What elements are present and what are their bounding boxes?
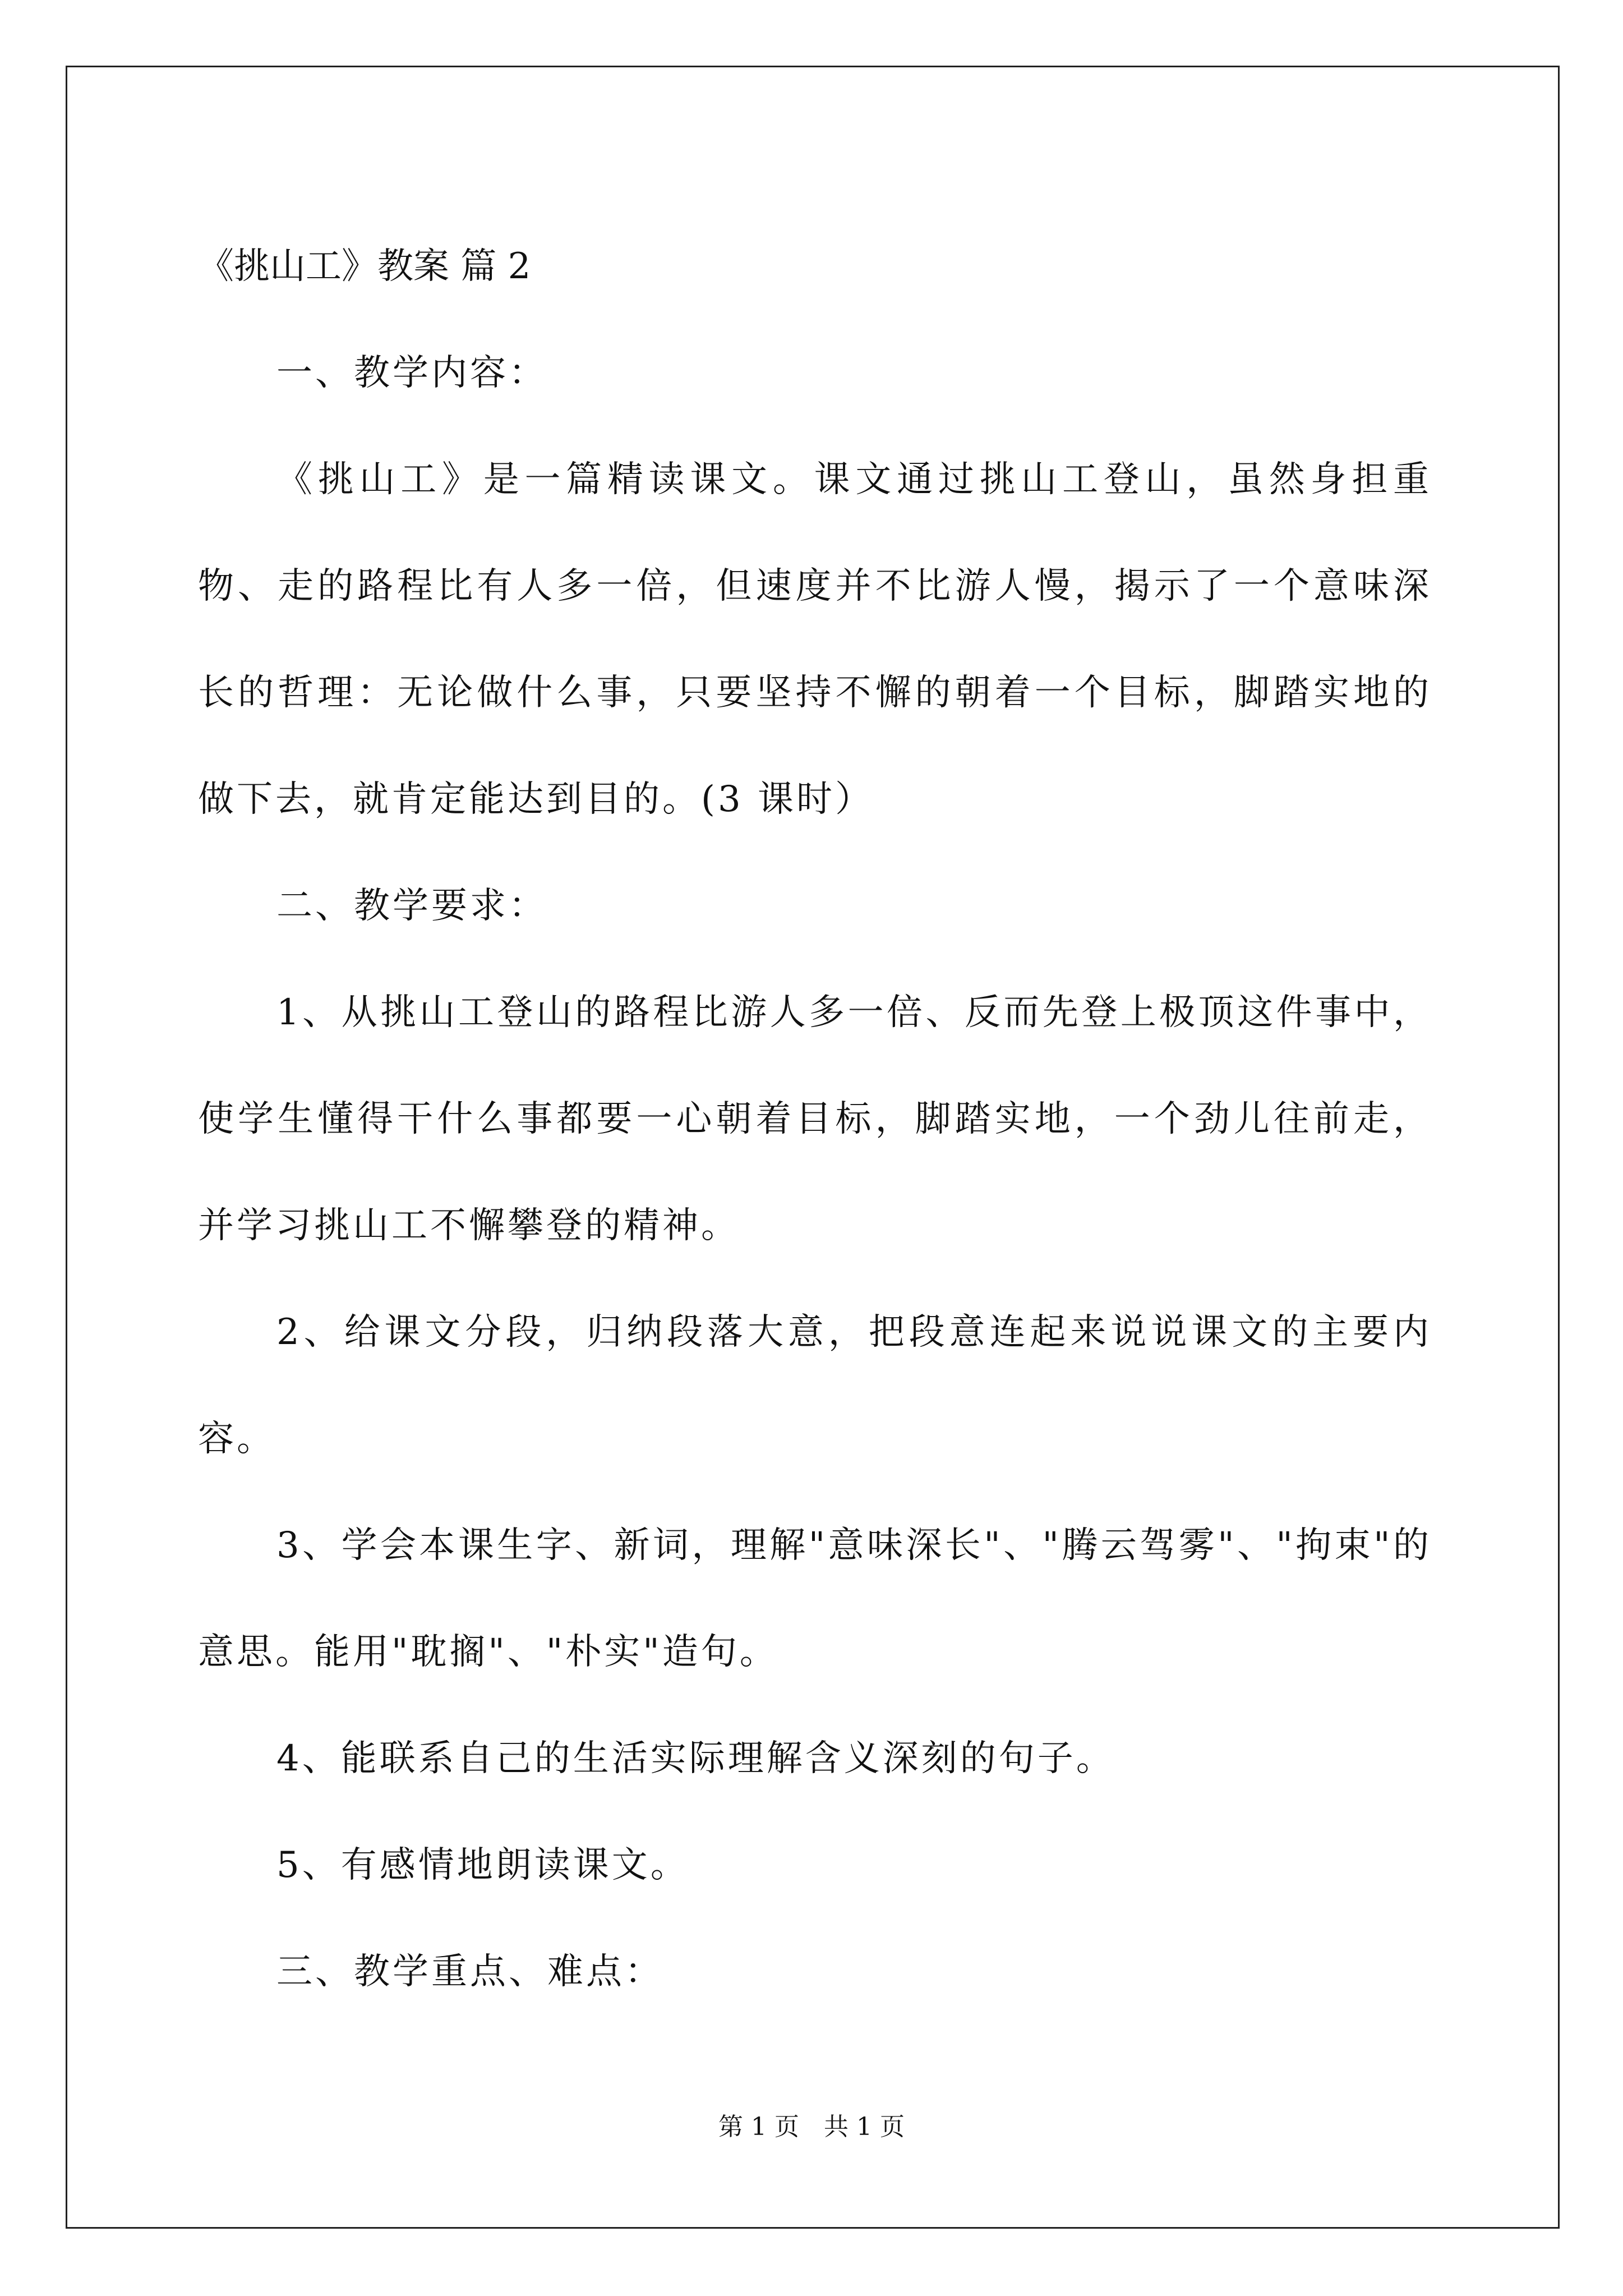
requirement-item-2: 2、给课文分段，归纳段落大意，把段意连起来说说课文的主要内容。 xyxy=(198,1312,1432,1460)
document-title: 《挑山工》教案 篇 2 xyxy=(198,246,531,287)
paragraph-content-summary: 《挑山工》是一篇精读课文。课文通过挑山工登山，虽然身担重物、走的路程比有人多一倍，但速度并不比游人慢，揭示了一个意味深长的哲理：无论做什么事，只要坚持不懈的朝着一个目标，脚踏实地的做下去，就肯定能达到目的。(3 课时） xyxy=(198,459,1432,820)
requirement-item-4: 4、能联系自己的生活实际理解含义深刻的句子。 xyxy=(276,1738,1115,1779)
requirement-item-1: 1、从挑山工登山的路程比游人多一倍、反而先登上极顶这件事中，使学生懂得干什么事都要一心朝着目标，脚踏实地，一个劲儿往前走，并学习挑山工不懈攀登的精神。 xyxy=(198,992,1432,1246)
requirement-item-5: 5、有感情地朗读课文。 xyxy=(276,1844,689,1886)
section-heading-requirements: 二、教学要求： xyxy=(276,885,547,927)
section-heading-content: 一、教学内容： xyxy=(276,352,547,394)
requirement-item-3: 3、学会本课生字、新词，理解"意味深长"、"腾云驾雾"、"拘束"的意思。能用"耽搁"、"朴实"造句。 xyxy=(198,1525,1432,1673)
section-heading-key-points: 三、教学重点、难点： xyxy=(276,1951,663,1993)
document-body xyxy=(198,213,1432,2025)
page-footer: 第 1 页 共 1 页 xyxy=(718,2113,905,2141)
